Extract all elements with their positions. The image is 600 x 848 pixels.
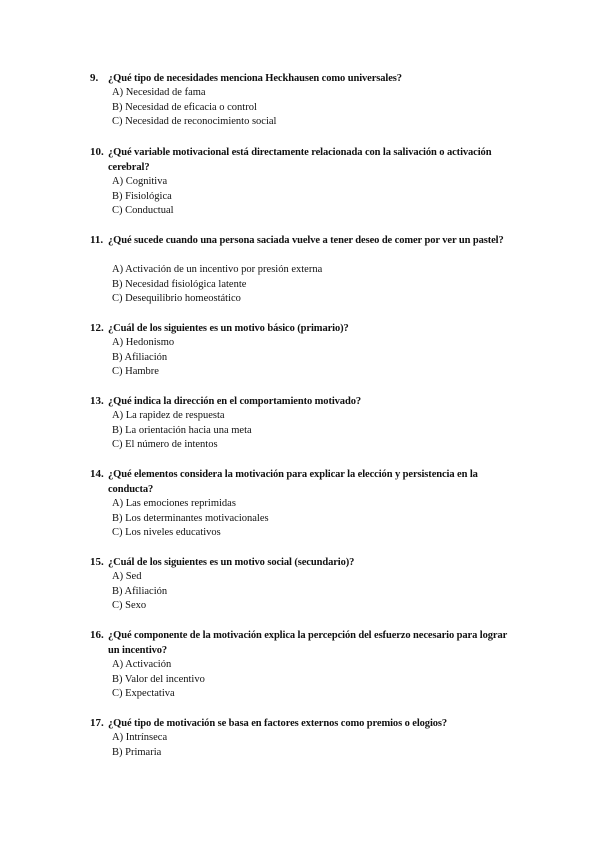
option-b: B) Necesidad fisiológica latente [112,278,247,290]
question-number: 13. [90,395,104,407]
question-16 [0,628,600,702]
question-15 [0,555,600,614]
option-b: B) Necesidad de eficacia o control [112,101,257,113]
option-a: A) Las emociones reprimidas [112,498,236,509]
question-number: 15. [90,556,104,568]
option-list [0,336,600,380]
question-9 [0,71,600,130]
option-list [0,497,600,541]
option-list [0,658,600,702]
option-a: A) Activación [112,659,172,670]
question-number: 10. [90,146,104,158]
question-12 [0,321,600,380]
option-a: A) Intrínseca [112,732,168,743]
option-c: C) Sexo [112,600,147,612]
option-b: B) Afiliación [112,351,168,363]
question-number: 9. [90,72,99,84]
question-text: ¿Qué tipo de motivación se basa en factores externos como premios o elogios? [108,718,448,729]
option-a: A) La rapidez de respuesta [112,410,225,421]
option-a: A) Sed [112,571,142,582]
question-text: ¿Qué componente de la motivación explica la percepción del esfuerzo necesario para lograr un incentivo? [108,630,507,656]
option-list [0,175,600,219]
question-text: ¿Qué tipo de necesidades menciona Heckhausen como universales? [108,73,402,84]
option-list [0,263,600,307]
question-text: ¿Qué sucede cuando una persona saciada vuelve a tener deseo de comer por ver un pastel? [108,235,504,246]
option-b: B) Los determinantes motivacionales [112,512,269,524]
option-b: B) Fisiológica [112,190,172,202]
option-c: C) Desequilibrio homeostático [112,293,241,305]
question-17 [0,716,600,760]
question-text: ¿Qué elementos considera la motivación para explicar la elección y persistencia en la conducta? [108,469,478,495]
question-number: 14. [90,468,104,480]
option-a: A) Cognitiva [112,176,168,187]
question-10 [0,145,600,219]
question-number: 12. [90,322,104,334]
question-text: ¿Cuál de los siguientes es un motivo básico (primario)? [108,323,349,334]
option-a: A) Hedonismo [112,337,175,348]
question-text: ¿Cuál de los siguientes es un motivo social (secundario)? [108,557,355,568]
option-b: B) Primaria [112,746,162,758]
question-text: ¿Qué indica la dirección en el comportamiento motivado? [108,396,361,407]
option-a: A) Necesidad de fama [112,87,206,98]
option-c: C) Conductual [112,205,174,217]
option-c: C) Expectativa [112,688,175,700]
option-c: C) El número de intentos [112,439,218,451]
option-c: C) Los niveles educativos [112,527,221,539]
option-list [0,570,600,614]
option-b: B) La orientación hacia una meta [112,424,252,436]
question-11 [0,233,600,307]
option-c: C) Necesidad de reconocimiento social [112,116,277,128]
option-list [0,409,600,453]
option-list [0,86,600,130]
option-c: C) Hambre [112,366,159,378]
question-number: 11. [90,234,104,246]
option-b: B) Valor del incentivo [112,673,205,685]
question-13 [0,394,600,453]
option-list [0,731,600,760]
question-text: ¿Qué variable motivacional está directamente relacionada con la salivación o activación cerebral? [108,147,492,173]
option-a: A) Activación de un incentivo por presión externa [112,264,323,275]
question-number: 16. [90,629,104,641]
question-14 [0,467,600,541]
option-b: B) Afiliación [112,585,168,597]
question-number: 17. [90,717,104,729]
